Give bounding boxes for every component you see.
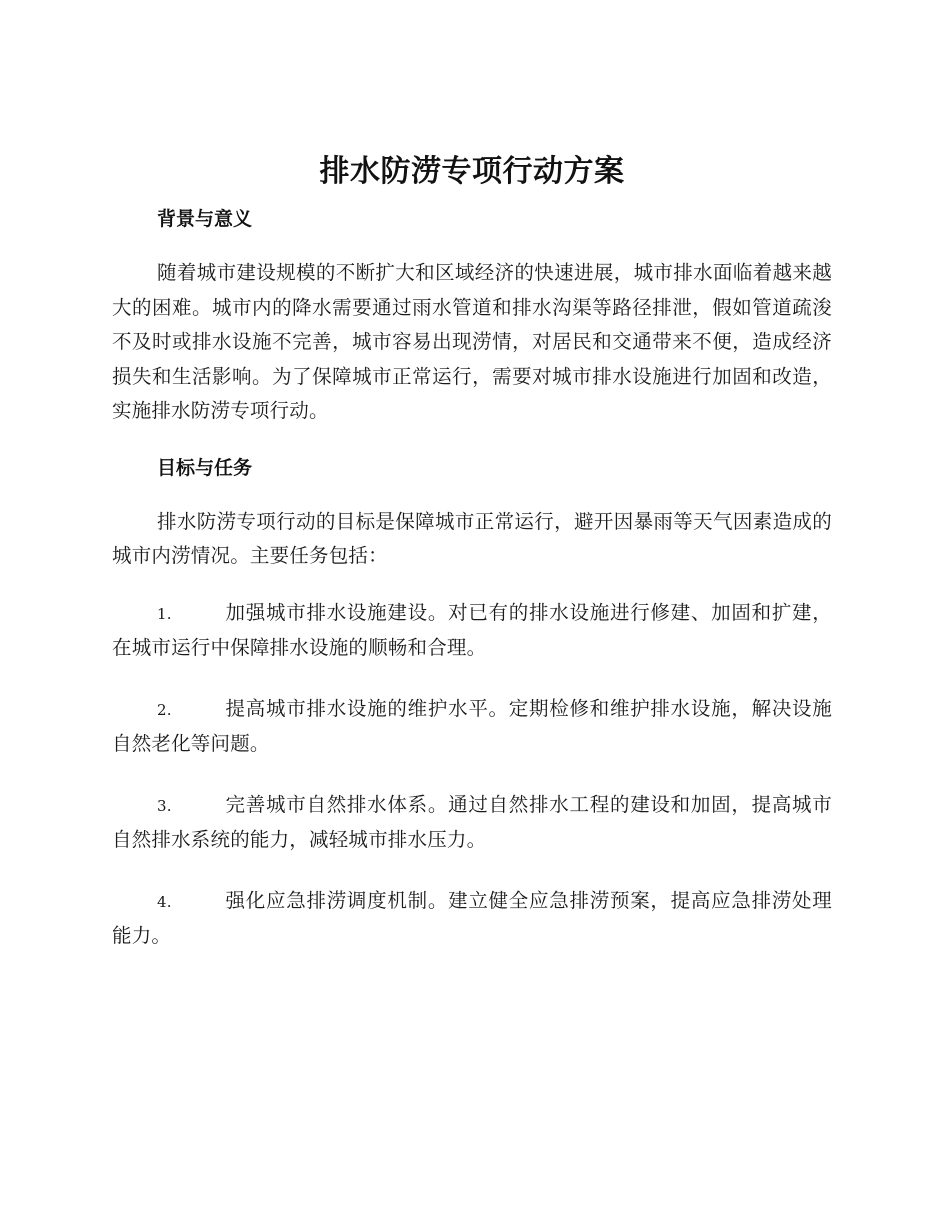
list-number: 4. <box>157 892 172 911</box>
list-number: 2. <box>157 700 172 719</box>
document-body <box>112 150 832 980</box>
list-text: 强化应急排涝调度机制。建立健全应急排涝预案，提高应急排涝处理能力。 <box>112 888 832 947</box>
list-item <box>112 788 832 858</box>
list-item <box>112 884 832 954</box>
section-paragraph: 排水防涝专项行动的目标是保障城市正常运行，避开因暴雨等天气因素造成的城市内涝情况。主要任务包括： <box>112 509 832 567</box>
section-heading: 目标与任务 <box>157 456 253 479</box>
list-item <box>112 692 832 762</box>
list-text: 提高城市排水设施的维护水平。定期检修和维护排水设施，解决设施自然老化等问题。 <box>112 696 832 755</box>
section-background <box>112 204 832 429</box>
list-text: 完善城市自然排水体系。通过自然排水工程的建设和加固，提高城市自然排水系统的能力，减轻城市排水压力。 <box>112 792 832 851</box>
document-title: 排水防涝专项行动方案 <box>319 154 625 189</box>
task-list <box>112 596 832 954</box>
list-number: 3. <box>157 796 172 815</box>
list-number: 1. <box>157 604 172 623</box>
section-paragraph: 随着城市建设规模的不断扩大和区域经济的快速进展，城市排水面临着越来越大的困难。城市内的降水需要通过雨水管道和排水沟渠等路径排泄，假如管道疏浚不及时或排水设施不完善，城市容易出现涝情，对居民和交通带来不便，造成经济损失和生活影响。为了保障城市正常运行，需要对城市排水设施进行加固和改造，实施排水防涝专项行动。 <box>112 261 832 422</box>
section-heading: 背景与意义 <box>157 208 253 230</box>
list-item <box>112 596 832 666</box>
section-goals <box>112 453 832 954</box>
list-text: 加强城市排水设施建设。对已有的排水设施进行修建、加固和扩建，在城市运行中保障排水设施的顺畅和合理。 <box>112 600 832 659</box>
